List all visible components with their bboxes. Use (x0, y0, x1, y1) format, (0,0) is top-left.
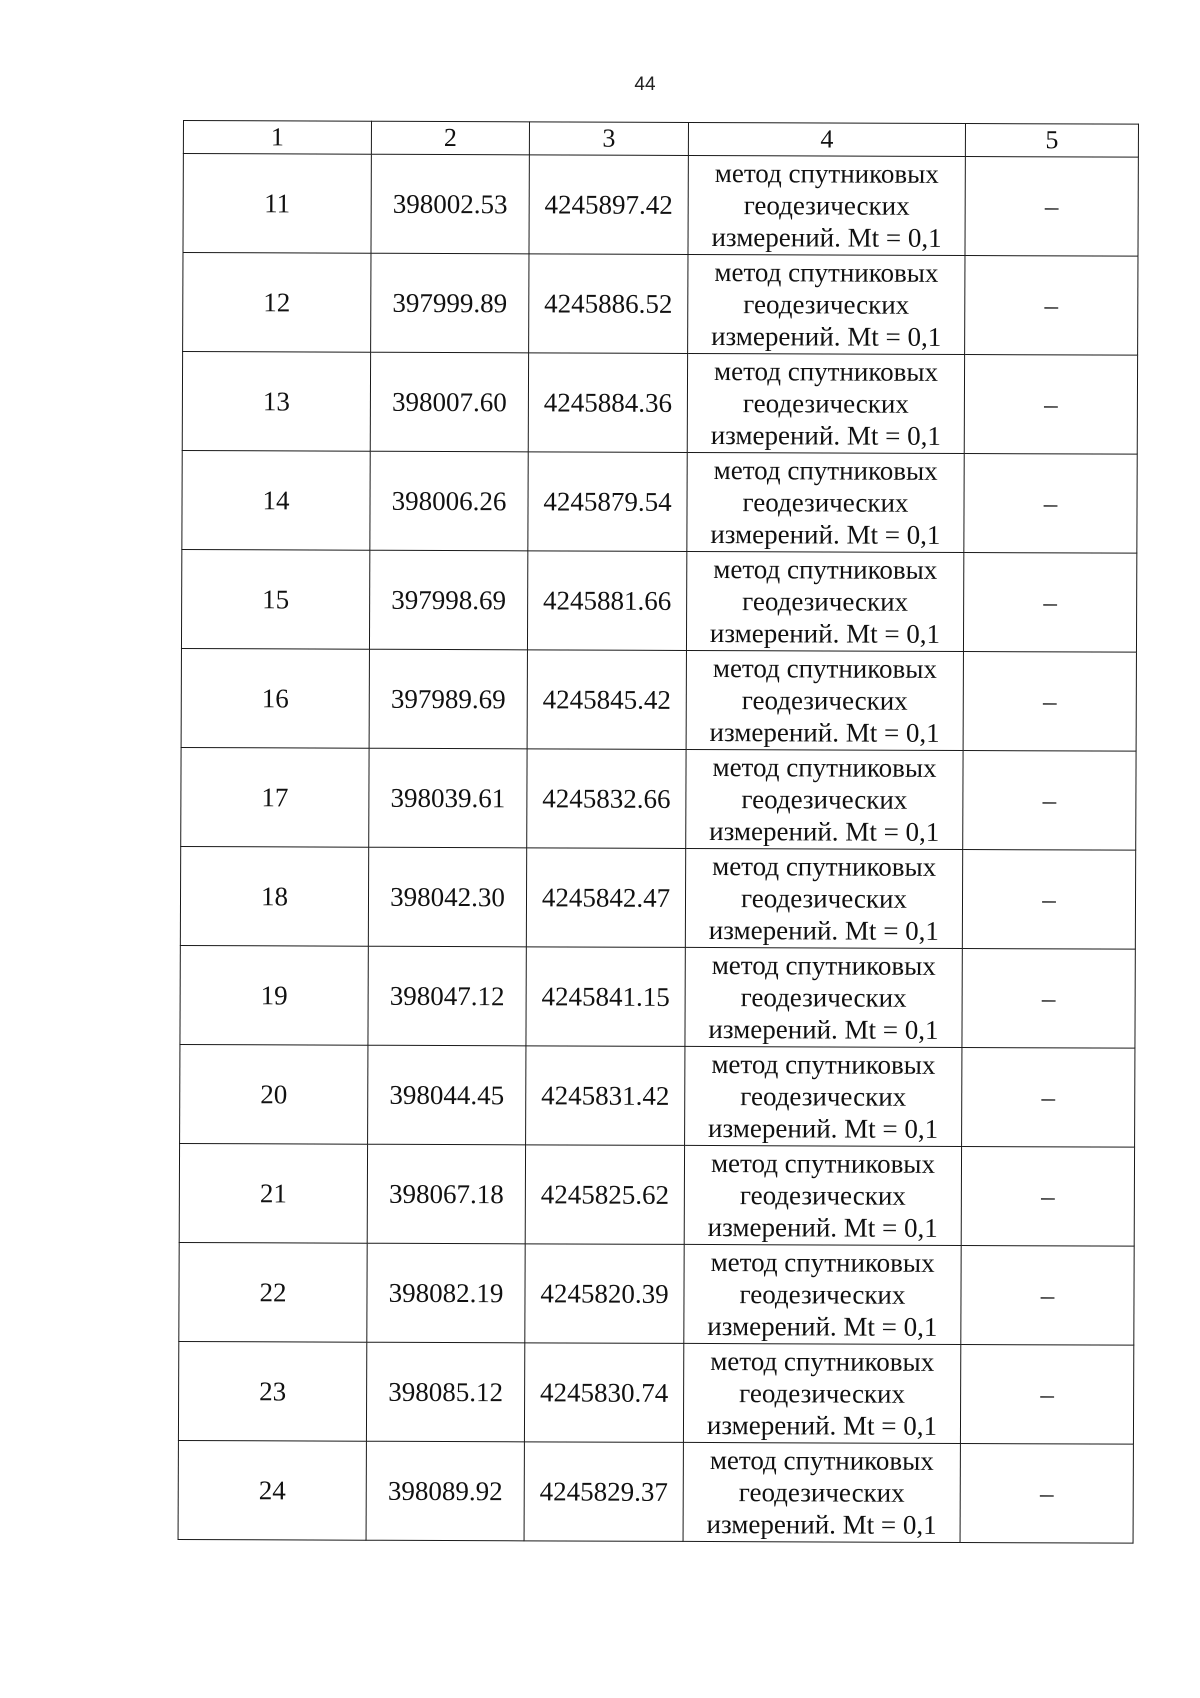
method-line: измерений. Mt = 0,1 (706, 1509, 937, 1540)
note-cell: – (961, 1146, 1134, 1246)
x-coordinate-cell: 398007.60 (370, 352, 528, 452)
method-line: геодезических (741, 784, 908, 815)
table-row (181, 549, 1136, 652)
y-coordinate-cell: 4245829.37 (524, 1442, 683, 1542)
table-row (182, 450, 1137, 553)
x-coordinate-cell: 398082.19 (367, 1243, 525, 1343)
method-line: геодезических (741, 883, 908, 914)
method-line: метод спутниковых (712, 752, 937, 783)
column-header: 2 (371, 121, 529, 155)
note-cell: – (964, 454, 1137, 554)
point-number-cell: 22 (179, 1242, 367, 1342)
x-coordinate-cell: 398047.12 (368, 946, 526, 1046)
method-line: метод спутниковых (709, 1445, 934, 1476)
x-coordinate-cell: 398002.53 (371, 154, 529, 254)
table-row (182, 352, 1137, 455)
method-line: метод спутниковых (714, 158, 939, 189)
column-header: 3 (529, 122, 688, 156)
method-line: геодезических (738, 1477, 905, 1508)
method-line: геодезических (742, 487, 909, 518)
method-line: геодезических (739, 1279, 906, 1310)
table-row (178, 1440, 1133, 1543)
point-number-cell: 14 (182, 450, 370, 550)
y-coordinate-cell: 4245884.36 (528, 353, 687, 453)
y-coordinate-cell: 4245841.15 (526, 947, 685, 1047)
method-line: геодезических (739, 1180, 906, 1211)
point-number-cell: 24 (178, 1440, 366, 1540)
method-cell (686, 551, 963, 651)
point-number-cell: 12 (183, 253, 371, 353)
note-cell: – (960, 1443, 1133, 1543)
method-line: геодезических (740, 982, 907, 1013)
method-line: измерений. Mt = 0,1 (708, 1113, 939, 1144)
method-line: метод спутниковых (711, 950, 936, 981)
method-cell (684, 1145, 961, 1245)
x-coordinate-cell: 397989.69 (369, 649, 527, 749)
y-coordinate-cell: 4245881.66 (527, 551, 686, 651)
table-row (178, 1341, 1133, 1444)
method-line: измерений. Mt = 0,1 (710, 519, 941, 550)
note-cell: – (965, 256, 1138, 356)
column-header: 4 (688, 122, 965, 156)
method-cell (685, 848, 962, 948)
method-line: измерений. Mt = 0,1 (709, 717, 940, 748)
table-body (178, 154, 1138, 1544)
method-cell (683, 1343, 960, 1443)
table-row (183, 253, 1138, 356)
point-number-cell: 20 (180, 1044, 368, 1144)
point-number-cell: 18 (180, 846, 368, 946)
table-row (180, 846, 1135, 949)
x-coordinate-cell: 398044.45 (368, 1045, 526, 1145)
point-number-cell: 16 (181, 648, 369, 748)
note-cell: – (960, 1344, 1133, 1444)
method-line: измерений. Mt = 0,1 (707, 1212, 938, 1243)
y-coordinate-cell: 4245831.42 (526, 1046, 685, 1146)
note-cell: – (963, 652, 1136, 752)
method-line: геодезических (742, 586, 909, 617)
method-line: геодезических (742, 388, 909, 419)
note-cell: – (963, 553, 1136, 653)
method-cell (686, 650, 963, 750)
method-line: геодезических (740, 1081, 907, 1112)
point-number-cell: 19 (180, 945, 368, 1045)
method-line: метод спутниковых (711, 1049, 936, 1080)
table-header-row (183, 121, 1138, 158)
note-cell: – (964, 355, 1137, 455)
method-line: измерений. Mt = 0,1 (707, 1311, 938, 1342)
y-coordinate-cell: 4245825.62 (525, 1145, 684, 1245)
method-line: измерений. Mt = 0,1 (708, 915, 940, 946)
point-number-cell: 17 (181, 747, 369, 847)
point-number-cell: 23 (178, 1341, 366, 1441)
method-line: метод спутниковых (710, 1247, 935, 1278)
note-cell: – (962, 849, 1135, 949)
x-coordinate-cell: 397998.69 (369, 550, 527, 650)
x-coordinate-cell: 398006.26 (370, 451, 528, 551)
note-cell: – (961, 1245, 1134, 1345)
method-cell (685, 947, 962, 1047)
method-line: геодезических (739, 1378, 906, 1409)
table-row (180, 1044, 1135, 1147)
method-line: метод спутниковых (714, 257, 939, 288)
method-line: метод спутниковых (713, 455, 938, 486)
method-line: измерений. Mt = 0,1 (709, 618, 941, 649)
method-line: метод спутниковых (712, 851, 937, 882)
x-coordinate-cell: 398042.30 (368, 847, 526, 947)
method-cell (683, 1442, 960, 1542)
method-line: геодезических (743, 289, 910, 320)
table-row (179, 1143, 1134, 1246)
note-cell: – (963, 750, 1136, 850)
method-line: измерений. Mt = 0,1 (711, 222, 942, 253)
method-line: измерений. Mt = 0,1 (711, 321, 942, 352)
table-row (180, 945, 1135, 1048)
point-number-cell: 21 (179, 1143, 367, 1243)
y-coordinate-cell: 4245879.54 (528, 452, 687, 552)
page-number: 44 (634, 74, 656, 95)
method-cell (685, 1046, 962, 1146)
x-coordinate-cell: 398039.61 (369, 748, 527, 848)
method-line: метод спутниковых (713, 554, 938, 585)
method-line: метод спутниковых (713, 356, 939, 387)
method-line: измерений. Mt = 0,1 (708, 1014, 939, 1045)
point-number-cell: 15 (181, 549, 369, 649)
method-cell (688, 254, 965, 354)
method-line: измерений. Mt = 0,1 (710, 420, 941, 451)
method-line: геодезических (743, 190, 910, 221)
table-row (183, 154, 1138, 257)
y-coordinate-cell: 4245820.39 (525, 1244, 684, 1344)
method-cell (684, 1244, 961, 1344)
table-row (181, 648, 1136, 751)
point-number-cell: 11 (183, 154, 371, 254)
method-line: измерений. Mt = 0,1 (709, 816, 940, 847)
point-number-cell: 13 (182, 352, 370, 452)
method-line: метод спутниковых (710, 1346, 935, 1377)
y-coordinate-cell: 4245845.42 (527, 650, 686, 750)
table-row (179, 1242, 1134, 1345)
method-cell (687, 353, 964, 453)
y-coordinate-cell: 4245830.74 (524, 1343, 683, 1443)
column-header: 1 (183, 121, 371, 155)
method-cell (688, 155, 965, 255)
y-coordinate-cell: 4245897.42 (529, 155, 688, 255)
x-coordinate-cell: 397999.89 (371, 253, 529, 353)
coordinates-table (178, 120, 1139, 1544)
method-line: измерений. Mt = 0,1 (706, 1410, 938, 1441)
note-cell: – (962, 948, 1135, 1048)
y-coordinate-cell: 4245886.52 (529, 254, 688, 354)
method-cell (686, 749, 963, 849)
y-coordinate-cell: 4245832.66 (527, 749, 686, 849)
method-line: геодезических (741, 685, 908, 716)
table-row (181, 747, 1136, 850)
method-line: метод спутниковых (712, 653, 937, 684)
note-cell: – (962, 1047, 1135, 1147)
x-coordinate-cell: 398085.12 (366, 1342, 524, 1442)
method-cell (687, 452, 964, 552)
x-coordinate-cell: 398089.92 (366, 1441, 524, 1541)
column-header: 5 (965, 124, 1138, 158)
method-line: метод спутниковых (710, 1148, 936, 1179)
y-coordinate-cell: 4245842.47 (526, 848, 685, 948)
x-coordinate-cell: 398067.18 (367, 1144, 525, 1244)
note-cell: – (965, 157, 1138, 257)
